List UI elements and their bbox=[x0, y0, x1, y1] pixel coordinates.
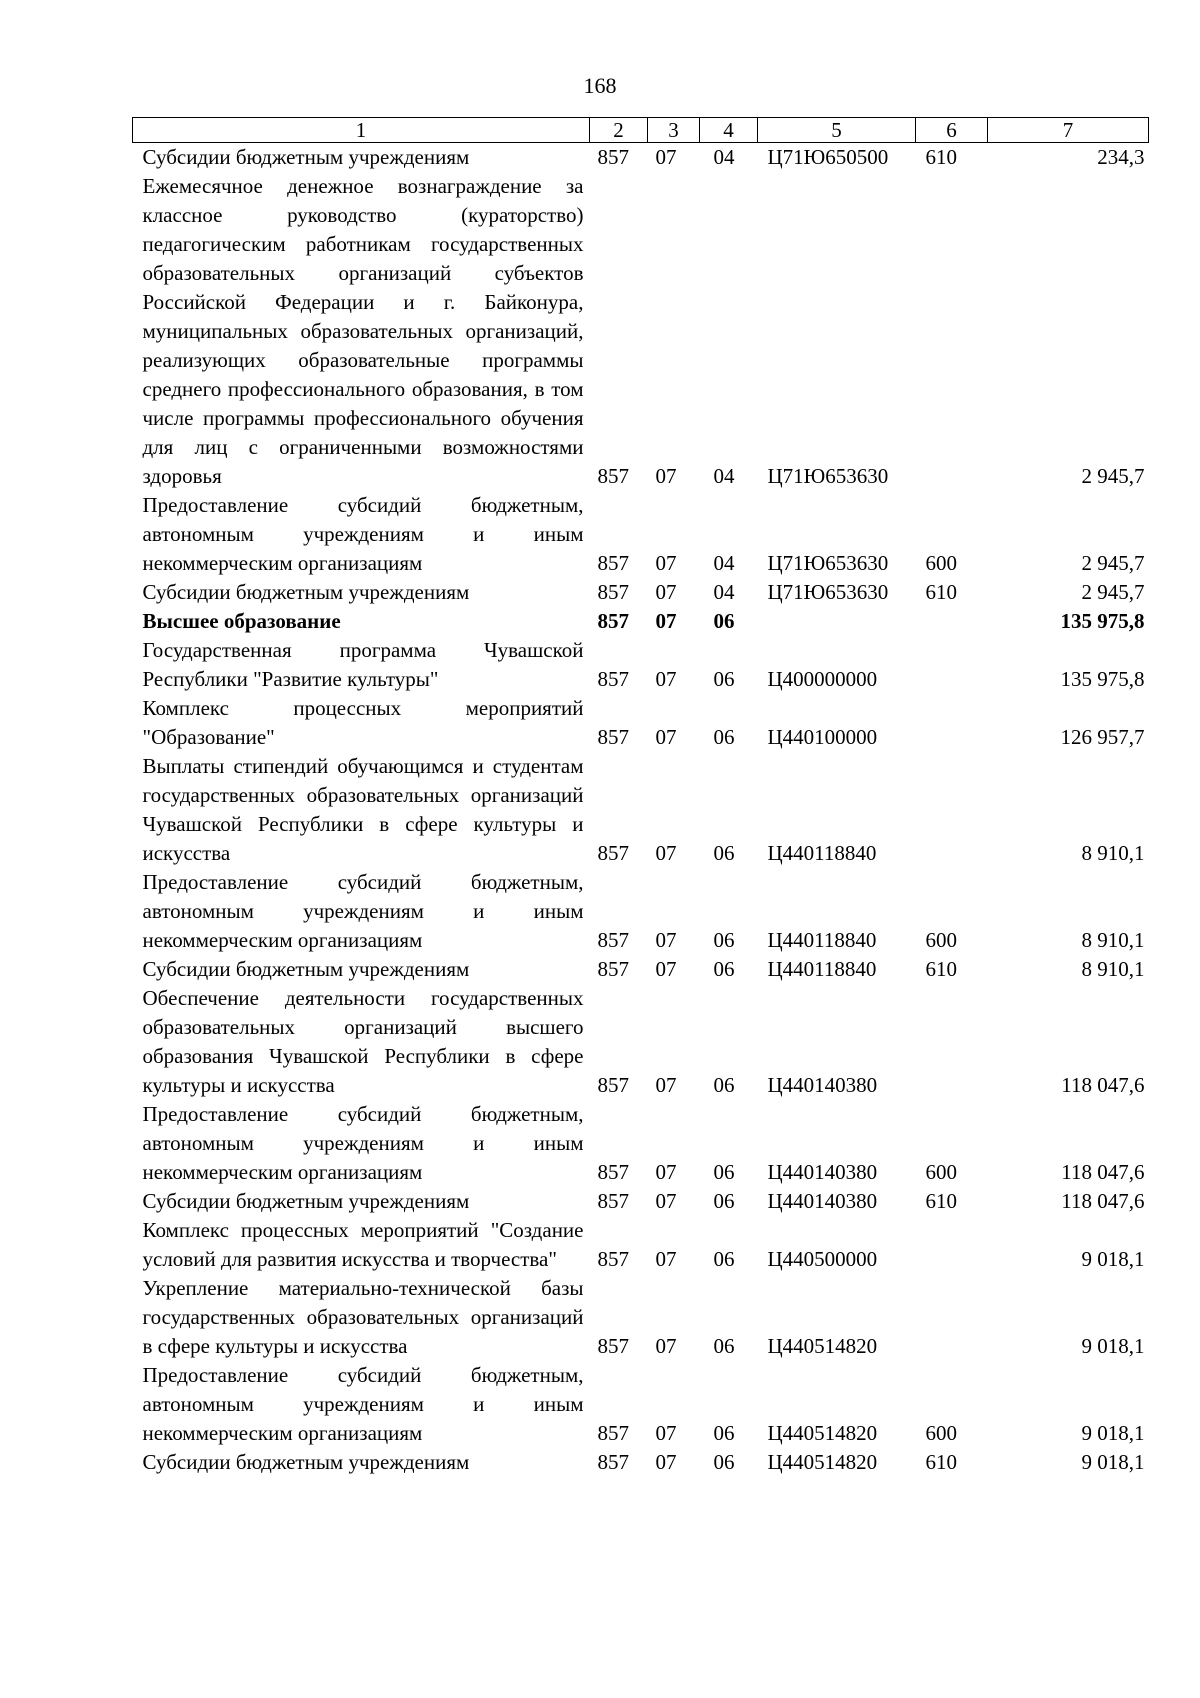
row-col-3: 07 bbox=[655, 928, 677, 952]
row-col-6 bbox=[916, 1216, 988, 1274]
row-col-2: 857 bbox=[597, 1189, 629, 1213]
row-col-7: 2 945,7 bbox=[1081, 464, 1145, 488]
row-col-2: 857 bbox=[597, 609, 629, 633]
row-col-7: 9 018,1 bbox=[1081, 1334, 1145, 1358]
row-col-7: 8 910,1 bbox=[1081, 841, 1145, 865]
row-col-5: Ц400000000 bbox=[767, 667, 878, 691]
row-col-4: 06 bbox=[713, 725, 735, 749]
row-col-2: 857 bbox=[597, 1421, 629, 1445]
header-col-3: 3 bbox=[648, 118, 700, 143]
row-col-6: 610 bbox=[925, 145, 957, 169]
row-col-6: 610 bbox=[925, 1450, 957, 1474]
row-col-3: 07 bbox=[655, 1160, 677, 1184]
row-col-3: 07 bbox=[655, 957, 677, 981]
row-col-6: 610 bbox=[925, 580, 957, 604]
row-col-6 bbox=[916, 984, 988, 1100]
row-name: Предоставление субсидий бюджетным, автономным учреждениям и иным некоммерческим организациям bbox=[142, 1102, 584, 1184]
header-col-5: 5 bbox=[758, 118, 916, 143]
row-col-5: Ц440514820 bbox=[767, 1334, 878, 1358]
row-col-5: Ц440118840 bbox=[767, 928, 877, 952]
row-col-4: 04 bbox=[713, 464, 735, 488]
row-col-6 bbox=[916, 694, 988, 752]
row-name: Субсидии бюджетным учреждениям bbox=[142, 145, 470, 169]
row-col-4: 06 bbox=[713, 928, 735, 952]
row-col-5: Ц440118840 bbox=[767, 841, 877, 865]
row-col-5: Ц440140380 bbox=[767, 1073, 878, 1097]
row-col-4: 06 bbox=[713, 841, 735, 865]
row-col-7: 9 018,1 bbox=[1081, 1421, 1145, 1445]
table-row bbox=[133, 955, 1149, 984]
row-col-7: 8 910,1 bbox=[1081, 957, 1145, 981]
row-name: Обеспечение деятельности государственных образовательных организаций высшего образования Чувашской Республики в сфере культуры и искусства bbox=[142, 986, 584, 1097]
row-col-5: Ц440140380 bbox=[767, 1189, 878, 1213]
row-col-2: 857 bbox=[597, 928, 629, 952]
header-col-4: 4 bbox=[700, 118, 758, 143]
row-col-6: 600 bbox=[925, 551, 957, 575]
row-col-2: 857 bbox=[597, 725, 629, 749]
row-name: Выплаты стипендий обучающимся и студентам государственных образовательных организаций Чувашской Республики в сфере культуры и искусства bbox=[142, 754, 584, 865]
row-col-5: Ц71Ю653630 bbox=[767, 551, 889, 575]
row-col-2: 857 bbox=[597, 1334, 629, 1358]
table-row bbox=[133, 752, 1149, 868]
table-row bbox=[133, 1448, 1149, 1477]
table-row bbox=[133, 607, 1149, 636]
row-col-3: 07 bbox=[655, 1247, 677, 1271]
row-name: Субсидии бюджетным учреждениям bbox=[142, 957, 470, 981]
row-col-6 bbox=[916, 1274, 988, 1361]
row-col-6: 610 bbox=[925, 957, 957, 981]
row-name: Предоставление субсидий бюджетным, автономным учреждениям и иным некоммерческим организациям bbox=[142, 493, 584, 575]
row-col-7: 118 047,6 bbox=[1061, 1073, 1145, 1097]
row-col-5: Ц71Ю653630 bbox=[767, 464, 889, 488]
page-number: 168 bbox=[583, 73, 617, 98]
row-col-3: 07 bbox=[655, 1073, 677, 1097]
row-col-2: 857 bbox=[597, 957, 629, 981]
row-col-5: Ц440140380 bbox=[767, 1160, 878, 1184]
row-col-6 bbox=[916, 607, 988, 636]
table-row bbox=[133, 1100, 1149, 1187]
table-row bbox=[133, 1216, 1149, 1274]
row-col-7: 9 018,1 bbox=[1081, 1450, 1145, 1474]
row-col-4: 06 bbox=[713, 667, 735, 691]
table-row bbox=[133, 143, 1149, 173]
row-col-7: 118 047,6 bbox=[1061, 1189, 1145, 1213]
row-col-5: Ц440118840 bbox=[767, 957, 877, 981]
header-col-2: 2 bbox=[590, 118, 648, 143]
row-col-4: 06 bbox=[713, 1334, 735, 1358]
row-col-7: 2 945,7 bbox=[1081, 580, 1145, 604]
row-name: Государственная программа Чувашской Республики "Развитие культуры" bbox=[142, 638, 584, 691]
row-col-7: 135 975,8 bbox=[1060, 667, 1145, 691]
row-col-7: 234,3 bbox=[1097, 145, 1145, 169]
row-name: Комплекс процессных мероприятий "Образование" bbox=[142, 696, 584, 749]
row-col-2: 857 bbox=[597, 667, 629, 691]
table-row bbox=[133, 694, 1149, 752]
row-col-2: 857 bbox=[597, 551, 629, 575]
table-row bbox=[133, 984, 1149, 1100]
row-col-3: 07 bbox=[655, 1421, 677, 1445]
row-col-3: 07 bbox=[655, 1334, 677, 1358]
row-col-7: 135 975,8 bbox=[1060, 609, 1145, 633]
row-col-4: 06 bbox=[713, 1160, 735, 1184]
row-col-4: 06 bbox=[713, 1073, 735, 1097]
table-header bbox=[133, 118, 1149, 143]
table-row bbox=[133, 1187, 1149, 1216]
row-col-2: 857 bbox=[597, 1450, 629, 1474]
row-col-6: 600 bbox=[925, 1421, 957, 1445]
row-col-7: 118 047,6 bbox=[1061, 1160, 1145, 1184]
row-col-3: 07 bbox=[655, 464, 677, 488]
row-col-2: 857 bbox=[597, 1160, 629, 1184]
row-col-5 bbox=[758, 607, 916, 636]
row-name: Субсидии бюджетным учреждениям bbox=[142, 580, 470, 604]
row-name: Высшее образование bbox=[142, 609, 341, 633]
row-col-3: 07 bbox=[655, 667, 677, 691]
table-row bbox=[133, 172, 1149, 491]
row-col-3: 07 bbox=[655, 1189, 677, 1213]
row-col-5: Ц71Ю650500 bbox=[767, 145, 889, 169]
row-name: Укрепление материально-технической базы государственных образовательных организаций в сфере культуры и искусства bbox=[142, 1276, 584, 1358]
row-col-5: Ц440500000 bbox=[767, 1247, 878, 1271]
row-col-4: 06 bbox=[713, 1247, 735, 1271]
row-col-3: 07 bbox=[655, 609, 677, 633]
row-col-7: 8 910,1 bbox=[1081, 928, 1145, 952]
row-name: Комплекс процессных мероприятий "Создание условий для развития искусства и творчества" bbox=[142, 1218, 584, 1271]
row-col-2: 857 bbox=[597, 145, 629, 169]
table-body bbox=[133, 143, 1149, 1478]
row-col-7: 9 018,1 bbox=[1081, 1247, 1145, 1271]
table-row bbox=[133, 491, 1149, 578]
row-name: Субсидии бюджетным учреждениям bbox=[142, 1450, 470, 1474]
row-col-6 bbox=[916, 752, 988, 868]
table-row bbox=[133, 578, 1149, 607]
row-col-5: Ц71Ю653630 bbox=[767, 580, 889, 604]
row-col-5: Ц440514820 bbox=[767, 1421, 878, 1445]
row-col-4: 06 bbox=[713, 609, 735, 633]
row-col-6: 610 bbox=[925, 1189, 957, 1213]
header-col-7: 7 bbox=[988, 118, 1149, 143]
row-col-7: 126 957,7 bbox=[1060, 725, 1145, 749]
row-col-3: 07 bbox=[655, 1450, 677, 1474]
row-col-2: 857 bbox=[597, 580, 629, 604]
row-col-2: 857 bbox=[597, 841, 629, 865]
table-row bbox=[133, 868, 1149, 955]
row-col-3: 07 bbox=[655, 580, 677, 604]
row-col-7: 2 945,7 bbox=[1081, 551, 1145, 575]
row-col-4: 04 bbox=[713, 145, 735, 169]
row-col-4: 04 bbox=[713, 551, 735, 575]
budget-table bbox=[132, 117, 1149, 1477]
row-col-3: 07 bbox=[655, 145, 677, 169]
row-name: Предоставление субсидий бюджетным, автономным учреждениям и иным некоммерческим организациям bbox=[142, 870, 584, 952]
row-name: Ежемесячное денежное вознаграждение за классное руководство (кураторство) педагогическим работникам государственных образовательных организаций субъектов Российской Федерации и г. Байконура, муниципальных образовательных организаций, реализующих образовательные программы среднего профессионального образования, в том числе программы профессионального обучения для лиц с ограниченными возможностями здоровья bbox=[142, 174, 584, 488]
row-col-4: 04 bbox=[713, 580, 735, 604]
table-row bbox=[133, 1361, 1149, 1448]
row-col-4: 06 bbox=[713, 1421, 735, 1445]
row-col-2: 857 bbox=[597, 464, 629, 488]
row-col-5: Ц440514820 bbox=[767, 1450, 878, 1474]
row-col-6 bbox=[916, 636, 988, 694]
row-col-3: 07 bbox=[655, 725, 677, 749]
header-row bbox=[133, 118, 1149, 143]
row-col-6 bbox=[916, 172, 988, 491]
row-col-5: Ц440100000 bbox=[767, 725, 878, 749]
header-col-1: 1 bbox=[133, 118, 590, 143]
row-col-3: 07 bbox=[655, 551, 677, 575]
row-col-6: 600 bbox=[925, 1160, 957, 1184]
row-col-4: 06 bbox=[713, 957, 735, 981]
header-col-6: 6 bbox=[916, 118, 988, 143]
row-col-4: 06 bbox=[713, 1450, 735, 1474]
row-col-2: 857 bbox=[597, 1073, 629, 1097]
row-col-3: 07 bbox=[655, 841, 677, 865]
row-col-2: 857 bbox=[597, 1247, 629, 1271]
row-col-6: 600 bbox=[925, 928, 957, 952]
row-name: Предоставление субсидий бюджетным, автономным учреждениям и иным некоммерческим организациям bbox=[142, 1363, 584, 1445]
row-col-4: 06 bbox=[713, 1189, 735, 1213]
table-row bbox=[133, 636, 1149, 694]
row-name: Субсидии бюджетным учреждениям bbox=[142, 1189, 470, 1213]
table-row bbox=[133, 1274, 1149, 1361]
